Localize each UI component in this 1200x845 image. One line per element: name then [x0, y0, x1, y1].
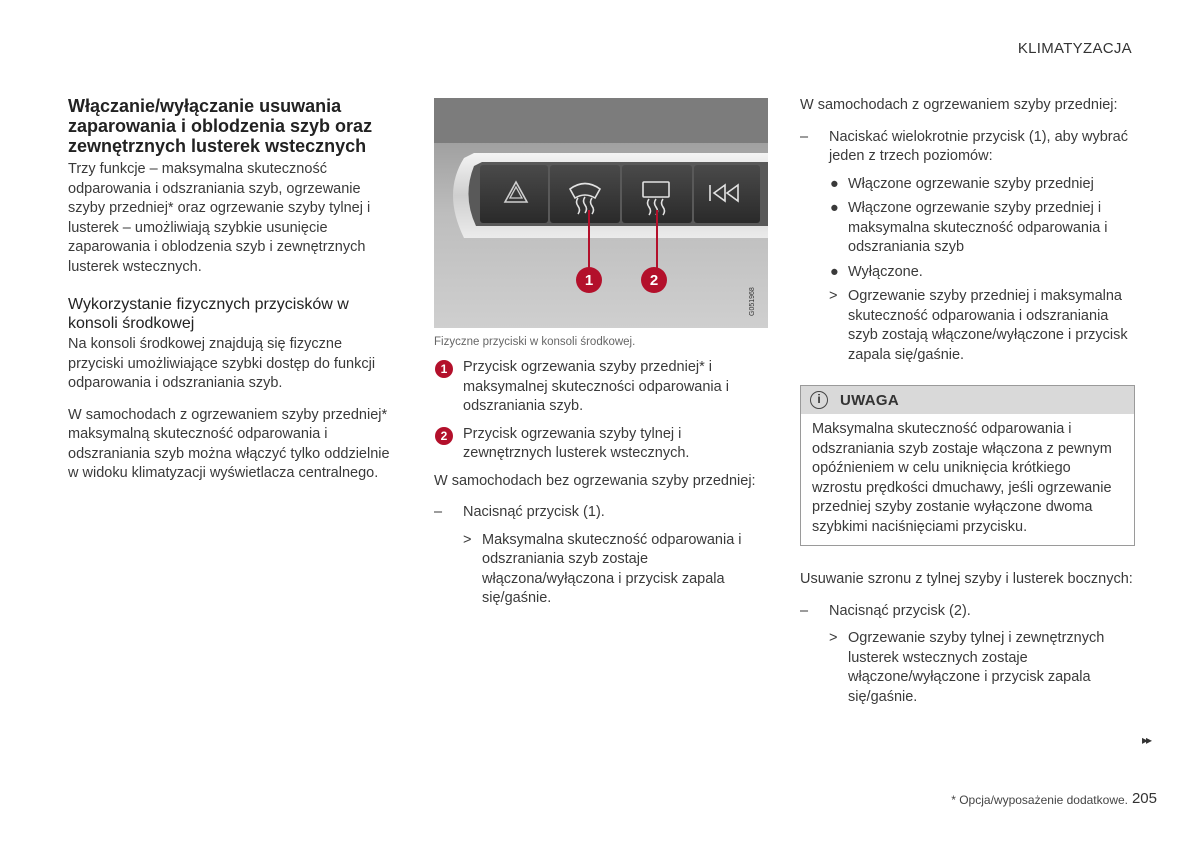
bullet-text: Włączone ogrzewanie szyby przedniej i maksymalna skuteczność odparowania i odszraniania szyb	[848, 200, 1108, 255]
note-box	[800, 385, 1135, 546]
note-title: UWAGA	[840, 391, 899, 409]
bullet-text: Wyłączone.	[848, 263, 923, 280]
callout-2-label: 2	[649, 272, 659, 289]
result-marker: >	[829, 630, 838, 646]
paragraph-console: Na konsoli środkowej znajdują się fizyczne przyciski umożliwiające szybki dostęp do funkcji odparowania i odszraniania szyb.	[68, 336, 376, 391]
list-item-button-1	[434, 358, 769, 417]
image-code: G051968	[749, 287, 756, 316]
figure-caption: Fizyczne przyciski w konsoli środkowej.	[434, 336, 636, 348]
result-text: Ogrzewanie szyby tylnej i zewnętrznych lusterek wstecznych zostaje włączone/wyłączone i przycisk zapala się/gaśnie.	[848, 630, 1105, 705]
result-item	[434, 531, 769, 609]
rear-step-item	[800, 602, 1135, 622]
paragraph-heated-windscreen: W samochodach z ogrzewaniem szyby przedniej* maksymalną skuteczność odparowania i odszraniania szyb można włączyć tylko oddzielnie w widoku klimatyzacji wyświetlacza centralnego.	[68, 406, 390, 481]
rear-result-item	[800, 629, 1135, 707]
step-item	[800, 128, 1135, 167]
bullet-text: Włączone ogrzewanie szyby przedniej	[848, 175, 1094, 192]
info-icon: i	[810, 391, 828, 409]
dash-marker: –	[800, 128, 809, 145]
page-number: 205	[1131, 790, 1157, 807]
footnote: * Opcja/wyposażenie dodatkowe.	[951, 793, 1128, 807]
left-column	[68, 96, 398, 496]
step-item	[434, 503, 769, 523]
front-defrost-button	[550, 165, 620, 223]
note-body: Maksymalna skuteczność odparowania i odszraniania szyb zostaje włączona z pewnym opóźnieniem w celu uniknięcia krótkiego wzrostu prędkości dmuchawy, jeśli ogrzewanie przedniej szyby zostanie wyłączone dwoma szybkimi naciśnięciami przycisku.	[812, 421, 1112, 535]
subheading: Wykorzystanie fizycznych przycisków w konsoli środkowej	[68, 296, 349, 332]
step-text: Nacisnąć przycisk (1).	[463, 504, 605, 520]
dash-marker: –	[800, 602, 809, 619]
rewind-button	[694, 165, 760, 223]
step-text: Nacisnąć przycisk (2).	[829, 602, 971, 619]
hazard-button	[480, 165, 548, 223]
callout-1-label: 1	[584, 272, 594, 289]
bullet-marker: ●	[830, 175, 839, 192]
continued-arrow-icon: ▸▸	[1141, 733, 1150, 747]
result-text: Ogrzewanie szyby przedniej i maksymalna skuteczność odparowania i odszraniania szyb zostają włączone/wyłączone i przycisk zapala się/gaśnie.	[848, 288, 1128, 363]
bullet-item-2	[800, 199, 1135, 258]
section-label: KLIMATYZACJA	[1017, 40, 1132, 57]
note-header	[801, 386, 1134, 414]
right-column	[800, 96, 1135, 715]
number-badge-2: 2	[435, 427, 453, 445]
no-heating-intro: W samochodach bez ogrzewania szyby przedniej:	[434, 472, 756, 489]
bullet-item-3	[800, 263, 1135, 283]
console-buttons-figure	[434, 98, 768, 328]
bullet-marker: ●	[830, 200, 839, 216]
list-item-text: Przycisk ogrzewania szyby przedniej* i maksymalnej skuteczności odparowania i odszraniania szyb.	[463, 359, 729, 414]
page-title: Włączanie/wyłączanie usuwania zaparowania i oblodzenia szyb oraz zewnętrznych lusterek wstecznych	[68, 96, 373, 156]
heating-intro: W samochodach z ogrzewaniem szyby przedniej:	[800, 97, 1118, 113]
result-text: Maksymalna skuteczność odparowania i odszraniania szyb zostaje włączona/wyłączona i przycisk zapala się/gaśnie.	[482, 531, 742, 606]
result-item	[800, 287, 1135, 365]
dash-marker: –	[434, 504, 443, 520]
list-item-text: Przycisk ogrzewania szyby tylnej i zewnętrznych lusterek wstecznych.	[463, 425, 690, 461]
intro-paragraph: Trzy funkcje – maksymalna skuteczność odparowania i odszraniania szyb, ogrzewanie szyby przedniej* oraz ogrzewanie szyby tylnej i lusterek – umożliwiają szybkie usunięcie zaparowania i oblodzenia szyb i zewnętrznych lusterek wstecznych.	[68, 161, 371, 275]
list-item-button-2	[434, 425, 769, 464]
result-marker: >	[463, 531, 472, 548]
bullet-item-1	[800, 175, 1135, 195]
middle-column	[434, 98, 769, 617]
number-badge-1: 1	[435, 360, 453, 378]
console-illustration	[434, 98, 768, 328]
bullet-marker: ●	[830, 263, 839, 280]
rear-intro: Usuwanie szronu z tylnej szyby i lusterek bocznych:	[800, 571, 1133, 587]
step-text: Naciskać wielokrotnie przycisk (1), aby wybrać jeden z trzech poziomów:	[829, 128, 1128, 164]
result-marker: >	[829, 288, 838, 304]
